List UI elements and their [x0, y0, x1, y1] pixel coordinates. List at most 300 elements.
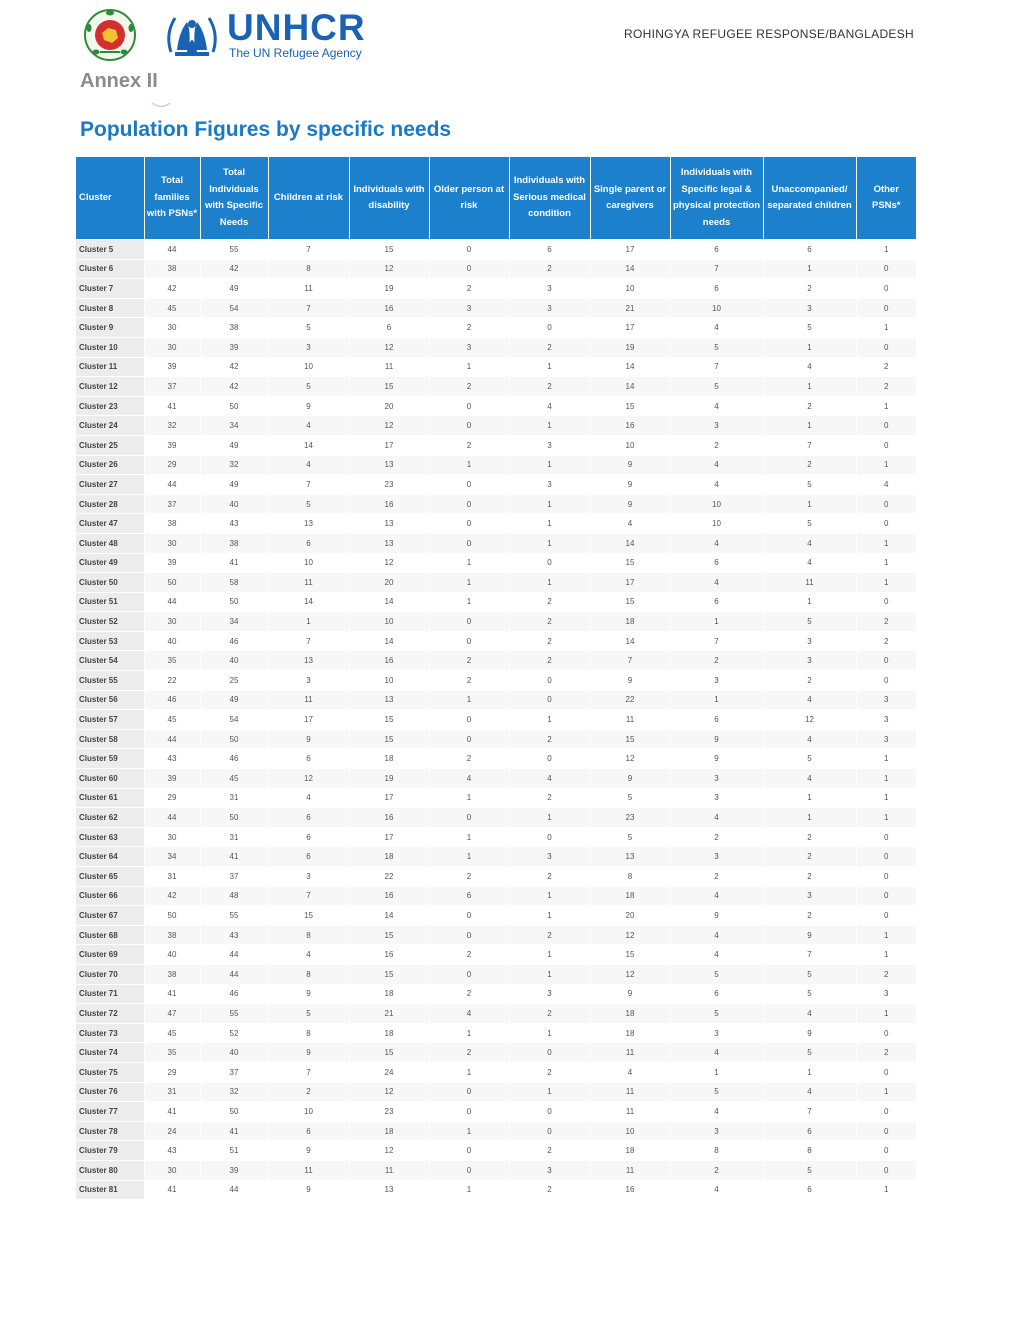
table-cell: 30	[144, 827, 200, 847]
table-cell: 8	[268, 964, 349, 984]
unhcr-emblem-icon	[163, 10, 221, 60]
table-cell: 0	[856, 279, 916, 299]
table-row	[76, 886, 916, 906]
table-cell: 2	[429, 749, 509, 769]
table-cell: 38	[144, 259, 200, 279]
table-row	[76, 259, 916, 279]
table-cell: 1	[509, 357, 590, 377]
table-cell: 50	[200, 396, 268, 416]
table-cell: 32	[144, 416, 200, 436]
table-cell: 1	[763, 1062, 856, 1082]
table-cell: 41	[144, 984, 200, 1004]
table-cell: 5	[268, 318, 349, 338]
table-row	[76, 533, 916, 553]
table-cell: 5	[763, 1043, 856, 1063]
table-cell: 0	[856, 298, 916, 318]
cluster-name-cell: Cluster 5	[76, 240, 144, 260]
table-cell: 2	[509, 259, 590, 279]
table-cell: 4	[670, 886, 763, 906]
table-cell: 18	[349, 1121, 429, 1141]
table-cell: 5	[670, 964, 763, 984]
cluster-name-cell: Cluster 52	[76, 612, 144, 632]
table-cell: 7	[670, 631, 763, 651]
table-cell: 9	[590, 494, 670, 514]
column-header: Children at risk	[268, 157, 349, 240]
table-cell: 0	[429, 514, 509, 534]
table-cell: 22	[144, 671, 200, 691]
table-cell: 12	[763, 710, 856, 730]
table-cell: 45	[200, 769, 268, 789]
cluster-name-cell: Cluster 54	[76, 651, 144, 671]
cluster-name-cell: Cluster 80	[76, 1160, 144, 1180]
document-header-text: ROHINGYA REFUGEE RESPONSE/BANGLADESH	[624, 27, 914, 41]
table-cell: 3	[509, 475, 590, 495]
table-cell: 2	[509, 337, 590, 357]
table-cell: 1	[429, 1062, 509, 1082]
table-cell: 30	[144, 612, 200, 632]
cluster-name-cell: Cluster 61	[76, 788, 144, 808]
table-cell: 1	[763, 808, 856, 828]
table-cell: 14	[590, 377, 670, 397]
cluster-name-cell: Cluster 58	[76, 729, 144, 749]
table-cell: 30	[144, 318, 200, 338]
table-cell: 2	[429, 671, 509, 691]
table-cell: 40	[144, 945, 200, 965]
cluster-name-cell: Cluster 23	[76, 396, 144, 416]
table-cell: 1	[509, 455, 590, 475]
table-cell: 15	[349, 729, 429, 749]
table-cell: 2	[429, 279, 509, 299]
table-cell: 6	[763, 240, 856, 260]
table-cell: 1	[509, 964, 590, 984]
table-cell: 3	[763, 886, 856, 906]
table-cell: 2	[763, 847, 856, 867]
table-cell: 4	[268, 455, 349, 475]
table-cell: 38	[200, 318, 268, 338]
table-cell: 10	[670, 514, 763, 534]
table-cell: 8	[268, 925, 349, 945]
table-cell: 1	[509, 573, 590, 593]
table-cell: 4	[429, 769, 509, 789]
table-cell: 9	[590, 769, 670, 789]
table-cell: 4	[763, 690, 856, 710]
table-cell: 44	[144, 729, 200, 749]
table-cell: 6	[268, 808, 349, 828]
table-cell: 12	[349, 1082, 429, 1102]
table-cell: 39	[200, 1160, 268, 1180]
table-cell: 0	[856, 1102, 916, 1122]
table-cell: 45	[144, 710, 200, 730]
table-cell: 7	[763, 945, 856, 965]
table-cell: 11	[268, 1160, 349, 1180]
table-cell: 15	[349, 1043, 429, 1063]
table-row	[76, 377, 916, 397]
header-row	[76, 157, 916, 240]
table-cell: 1	[763, 377, 856, 397]
cluster-name-cell: Cluster 53	[76, 631, 144, 651]
table-cell: 4	[268, 945, 349, 965]
table-cell: 3	[856, 690, 916, 710]
table-cell: 14	[590, 357, 670, 377]
table-cell: 41	[144, 1180, 200, 1199]
table-cell: 0	[429, 1102, 509, 1122]
table-cell: 19	[349, 279, 429, 299]
table-row	[76, 867, 916, 887]
table-cell: 34	[200, 612, 268, 632]
table-cell: 0	[429, 1082, 509, 1102]
table-cell: 15	[590, 553, 670, 573]
table-cell: 5	[590, 788, 670, 808]
table-cell: 51	[200, 1141, 268, 1161]
table-cell: 16	[349, 808, 429, 828]
column-header: Individuals with Serious medical condition	[509, 157, 590, 240]
table-cell: 2	[856, 612, 916, 632]
table-cell: 10	[268, 553, 349, 573]
column-header: Older person at risk	[429, 157, 509, 240]
table-cell: 44	[144, 808, 200, 828]
table-cell: 49	[200, 475, 268, 495]
table-cell: 10	[268, 357, 349, 377]
table-cell: 1	[856, 455, 916, 475]
table-cell: 4	[268, 416, 349, 436]
table-row	[76, 808, 916, 828]
table-cell: 15	[590, 945, 670, 965]
table-cell: 2	[856, 964, 916, 984]
table-cell: 7	[268, 298, 349, 318]
table-cell: 18	[590, 1023, 670, 1043]
table-cell: 2	[429, 435, 509, 455]
column-header: Single parent or caregivers	[590, 157, 670, 240]
table-row	[76, 612, 916, 632]
table-cell: 42	[200, 259, 268, 279]
cluster-name-cell: Cluster 72	[76, 1004, 144, 1024]
table-cell: 1	[670, 1062, 763, 1082]
table-cell: 55	[200, 906, 268, 926]
table-cell: 29	[144, 455, 200, 475]
table-cell: 0	[856, 651, 916, 671]
table-cell: 6	[268, 827, 349, 847]
table-cell: 54	[200, 710, 268, 730]
table-cell: 38	[144, 925, 200, 945]
table-cell: 2	[763, 455, 856, 475]
cluster-name-cell: Cluster 28	[76, 494, 144, 514]
table-row	[76, 651, 916, 671]
cluster-name-cell: Cluster 64	[76, 847, 144, 867]
table-row	[76, 1023, 916, 1043]
table-cell: 10	[349, 612, 429, 632]
table-cell: 6	[670, 279, 763, 299]
table-row	[76, 1160, 916, 1180]
table-cell: 2	[429, 984, 509, 1004]
table-cell: 0	[856, 337, 916, 357]
page-title: Population Figures by specific needs	[80, 118, 452, 141]
table-cell: 0	[509, 1121, 590, 1141]
table-cell: 1	[856, 769, 916, 789]
table-cell: 39	[144, 435, 200, 455]
table-cell: 1	[856, 925, 916, 945]
table-cell: 1	[429, 827, 509, 847]
table-cell: 7	[763, 435, 856, 455]
cluster-name-cell: Cluster 11	[76, 357, 144, 377]
cluster-name-cell: Cluster 59	[76, 749, 144, 769]
table-cell: 1	[429, 592, 509, 612]
table-cell: 34	[144, 847, 200, 867]
table-cell: 17	[349, 788, 429, 808]
cluster-name-cell: Cluster 63	[76, 827, 144, 847]
table-cell: 37	[200, 1062, 268, 1082]
table-row	[76, 1141, 916, 1161]
table-cell: 8	[268, 1023, 349, 1043]
table-cell: 5	[268, 377, 349, 397]
table-cell: 12	[349, 1141, 429, 1161]
table-cell: 7	[268, 475, 349, 495]
table-cell: 4	[763, 553, 856, 573]
column-header: Unaccompanied/ separated children	[763, 157, 856, 240]
table-cell: 18	[590, 1004, 670, 1024]
table-cell: 6	[670, 553, 763, 573]
table-cell: 43	[144, 1141, 200, 1161]
table-cell: 5	[670, 337, 763, 357]
table-cell: 17	[349, 435, 429, 455]
table-cell: 45	[144, 298, 200, 318]
table-cell: 20	[349, 396, 429, 416]
table-cell: 0	[856, 259, 916, 279]
table-cell: 0	[429, 416, 509, 436]
table-cell: 6	[349, 318, 429, 338]
table-cell: 24	[144, 1121, 200, 1141]
table-cell: 18	[590, 886, 670, 906]
table-cell: 0	[429, 710, 509, 730]
table-cell: 11	[590, 710, 670, 730]
table-row	[76, 729, 916, 749]
table-cell: 3	[763, 651, 856, 671]
table-cell: 3	[670, 769, 763, 789]
table-cell: 6	[763, 1180, 856, 1199]
table-cell: 43	[200, 514, 268, 534]
table-cell: 39	[144, 357, 200, 377]
table-row	[76, 749, 916, 769]
column-header: Total Individuals with Specific Needs	[200, 157, 268, 240]
table-cell: 0	[856, 435, 916, 455]
table-cell: 12	[349, 259, 429, 279]
cluster-name-cell: Cluster 71	[76, 984, 144, 1004]
table-cell: 0	[429, 1160, 509, 1180]
table-cell: 9	[268, 1141, 349, 1161]
table-cell: 13	[349, 514, 429, 534]
table-cell: 4	[509, 396, 590, 416]
table-cell: 2	[763, 827, 856, 847]
table-cell: 37	[200, 867, 268, 887]
table-cell: 18	[349, 847, 429, 867]
table-cell: 20	[590, 906, 670, 926]
table-cell: 31	[144, 1082, 200, 1102]
table-row	[76, 1043, 916, 1063]
cluster-name-cell: Cluster 24	[76, 416, 144, 436]
table-cell: 1	[509, 416, 590, 436]
table-cell: 14	[349, 631, 429, 651]
table-cell: 9	[590, 671, 670, 691]
table-cell: 1	[429, 690, 509, 710]
table-cell: 17	[590, 318, 670, 338]
table-cell: 8	[670, 1141, 763, 1161]
cluster-name-cell: Cluster 55	[76, 671, 144, 691]
table-row	[76, 1004, 916, 1024]
table-cell: 16	[349, 298, 429, 318]
table-row	[76, 710, 916, 730]
table-cell: 1	[763, 416, 856, 436]
table-cell: 0	[429, 533, 509, 553]
table-cell: 11	[349, 357, 429, 377]
table-cell: 2	[429, 377, 509, 397]
table-cell: 1	[429, 788, 509, 808]
table-cell: 4	[763, 1082, 856, 1102]
table-row	[76, 769, 916, 789]
table-cell: 1	[763, 592, 856, 612]
table-cell: 39	[200, 337, 268, 357]
table-cell: 1	[856, 396, 916, 416]
table-cell: 13	[268, 514, 349, 534]
table-cell: 10	[590, 1121, 670, 1141]
table-cell: 14	[590, 259, 670, 279]
table-cell: 16	[590, 1180, 670, 1199]
table-cell: 54	[200, 298, 268, 318]
table-cell: 1	[429, 1023, 509, 1043]
table-cell: 0	[856, 671, 916, 691]
table-cell: 43	[200, 925, 268, 945]
table-row	[76, 318, 916, 338]
table-cell: 1	[429, 1180, 509, 1199]
table-cell: 9	[268, 1180, 349, 1199]
table-cell: 3	[268, 337, 349, 357]
table-cell: 35	[144, 1043, 200, 1063]
table-cell: 4	[268, 788, 349, 808]
table-cell: 40	[144, 631, 200, 651]
table-cell: 3	[268, 867, 349, 887]
table-cell: 0	[856, 514, 916, 534]
cluster-name-cell: Cluster 7	[76, 279, 144, 299]
table-cell: 31	[144, 867, 200, 887]
table-cell: 5	[670, 377, 763, 397]
table-cell: 14	[590, 533, 670, 553]
table-cell: 8	[590, 867, 670, 887]
table-cell: 18	[349, 984, 429, 1004]
table-row	[76, 514, 916, 534]
table-row	[76, 357, 916, 377]
table-cell: 11	[268, 279, 349, 299]
table-cell: 0	[429, 964, 509, 984]
table-cell: 1	[268, 612, 349, 632]
cluster-name-cell: Cluster 67	[76, 906, 144, 926]
table-cell: 44	[200, 1180, 268, 1199]
table-cell: 29	[144, 1062, 200, 1082]
table-row	[76, 416, 916, 436]
table-cell: 4	[670, 455, 763, 475]
table-cell: 13	[349, 455, 429, 475]
table-cell: 0	[509, 1102, 590, 1122]
table-cell: 41	[200, 1121, 268, 1141]
table-cell: 30	[144, 337, 200, 357]
cluster-name-cell: Cluster 74	[76, 1043, 144, 1063]
table-cell: 2	[509, 1180, 590, 1199]
table-cell: 44	[144, 240, 200, 260]
table-cell: 6	[268, 1121, 349, 1141]
unhcr-logo	[163, 8, 373, 62]
table-cell: 2	[670, 827, 763, 847]
table-cell: 6	[670, 592, 763, 612]
table-cell: 2	[670, 651, 763, 671]
table-row	[76, 925, 916, 945]
table-cell: 1	[856, 1004, 916, 1024]
table-cell: 3	[856, 710, 916, 730]
cluster-name-cell: Cluster 65	[76, 867, 144, 887]
table-cell: 0	[856, 1160, 916, 1180]
table-cell: 1	[670, 690, 763, 710]
table-cell: 1	[856, 1082, 916, 1102]
table-cell: 50	[200, 729, 268, 749]
unhcr-wordmark: UNHCR	[227, 7, 366, 48]
table-cell: 3	[856, 984, 916, 1004]
table-cell: 6	[763, 1121, 856, 1141]
table-row	[76, 945, 916, 965]
table-cell: 2	[509, 377, 590, 397]
table-cell: 2	[763, 279, 856, 299]
table-cell: 5	[670, 1082, 763, 1102]
table-cell: 1	[429, 847, 509, 867]
table-cell: 3	[856, 729, 916, 749]
table-row	[76, 1102, 916, 1122]
table-cell: 17	[349, 827, 429, 847]
table-cell: 55	[200, 240, 268, 260]
table-cell: 5	[268, 494, 349, 514]
table-cell: 1	[856, 573, 916, 593]
table-cell: 44	[200, 945, 268, 965]
table-cell: 1	[429, 455, 509, 475]
table-row	[76, 337, 916, 357]
table-cell: 42	[200, 357, 268, 377]
table-cell: 0	[429, 259, 509, 279]
table-cell: 1	[509, 710, 590, 730]
table-cell: 2	[509, 631, 590, 651]
table-cell: 3	[509, 298, 590, 318]
table-cell: 5	[763, 612, 856, 632]
table-cell: 2	[509, 729, 590, 749]
table-cell: 38	[144, 964, 200, 984]
table-cell: 8	[763, 1141, 856, 1161]
table-cell: 4	[670, 396, 763, 416]
table-cell: 2	[429, 318, 509, 338]
cluster-name-cell: Cluster 27	[76, 475, 144, 495]
table-cell: 9	[268, 984, 349, 1004]
table-cell: 1	[509, 494, 590, 514]
table-cell: 49	[200, 435, 268, 455]
table-cell: 1	[429, 357, 509, 377]
table-cell: 7	[590, 651, 670, 671]
table-cell: 5	[590, 827, 670, 847]
table-cell: 5	[763, 964, 856, 984]
table-cell: 41	[200, 847, 268, 867]
table-cell: 0	[856, 592, 916, 612]
table-cell: 12	[590, 964, 670, 984]
table-row	[76, 553, 916, 573]
table-cell: 50	[200, 808, 268, 828]
table-cell: 3	[268, 671, 349, 691]
cluster-name-cell: Cluster 75	[76, 1062, 144, 1082]
table-cell: 18	[590, 612, 670, 632]
table-cell: 11	[268, 690, 349, 710]
table-cell: 4	[590, 514, 670, 534]
table-cell: 6	[268, 847, 349, 867]
table-cell: 1	[856, 945, 916, 965]
